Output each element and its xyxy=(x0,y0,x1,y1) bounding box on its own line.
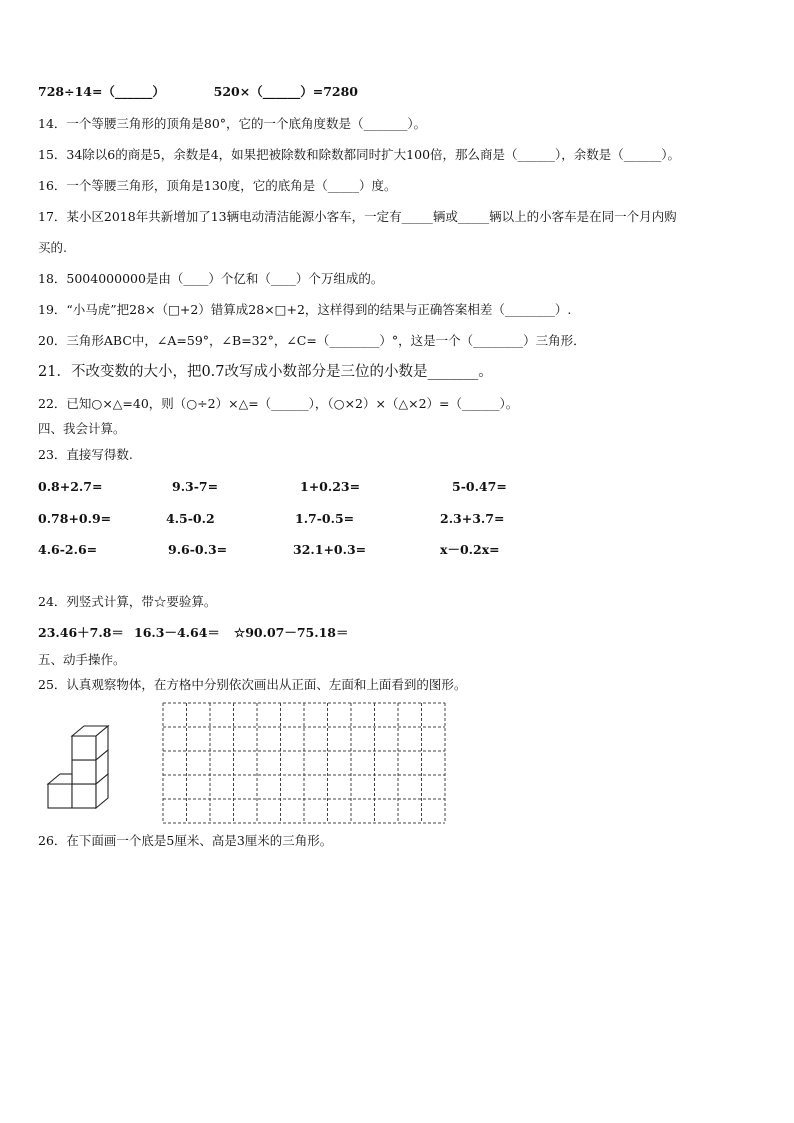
question-26: 26．在下面画一个底是5厘米、高是3厘米的三角形。 xyxy=(38,833,333,848)
calc-item: 2.3+3.7= xyxy=(440,511,505,526)
calc-728: 728÷14=（______） xyxy=(38,84,165,99)
calc-item: 9.6-0.3= xyxy=(168,542,228,557)
calc-item: 4.5-0.2 xyxy=(166,511,215,526)
question-17-line2: 买的. xyxy=(38,240,67,255)
question-14: 14．一个等腰三角形的顶角是80°，它的一个底角度数是（_______）。 xyxy=(38,116,427,131)
question-17-line1: 17．某小区2018年共新增加了13辆电动清洁能源小客车，一定有_____辆或_____辆以上的小客车是在同一个月内购 xyxy=(38,209,677,224)
calc-item: 32.1+0.3= xyxy=(293,542,367,557)
vertical-calc-item: ☆90.07－75.18＝ xyxy=(234,625,349,640)
calc-item: 9.3-7= xyxy=(172,479,219,494)
question-21: 21．不改变数的大小，把0.7改写成小数部分是三位的小数是_______。 xyxy=(38,364,493,380)
vertical-calc-item: 16.3－4.64＝ xyxy=(134,625,220,640)
calc-item: 1.7-0.5= xyxy=(295,511,355,526)
question-25: 25．认真观察物体，在方格中分别依次画出从正面、左面和上面看到的图形。 xyxy=(38,677,467,692)
question-15: 15．34除以6的商是5，余数是4，如果把被除数和除数都同时扩大100倍，那么商是（______），余数是（______）。 xyxy=(38,147,681,162)
dashed-drawing-grid[interactable] xyxy=(160,700,450,828)
vertical-calc-item: 23.46＋7.8＝ xyxy=(38,625,124,640)
question-22: 22．已知○×△=40，则（○÷2）×△=（______），（○×2）×（△×2）=（______）。 xyxy=(38,396,519,411)
calc-item: x－0.2x= xyxy=(440,542,500,557)
calc-item: 4.6-2.6= xyxy=(38,542,98,557)
question-19: 19．“小马虎”把28×（□+2）错算成28×□+2，这样得到的结果与正确答案相差（________）. xyxy=(38,302,572,317)
section-4-heading: 四、我会计算。 xyxy=(38,421,126,436)
calc-item: 5-0.47= xyxy=(452,479,507,494)
calc-item: 1+0.23= xyxy=(300,479,361,494)
question-16: 16．一个等腰三角形，顶角是130度，它的底角是（_____）度。 xyxy=(38,178,397,193)
question-18: 18．5004000000是由（____）个亿和（____）个万组成的。 xyxy=(38,271,384,286)
question-23: 23．直接写得数. xyxy=(38,447,133,462)
calc-item: 0.78+0.9= xyxy=(38,511,112,526)
line-1 xyxy=(38,84,358,100)
cube-stack-figure xyxy=(44,722,120,812)
calc-item: 0.8+2.7= xyxy=(38,479,103,494)
section-5-heading: 五、动手操作。 xyxy=(38,652,126,667)
question-24: 24．列竖式计算，带☆要验算。 xyxy=(38,594,217,609)
calc-520: 520×（______）=7280 xyxy=(213,84,358,99)
question-20: 20．三角形ABC中，∠A=59°，∠B=32°，∠C=（________）°，这是一个（________）三角形． xyxy=(38,333,586,348)
